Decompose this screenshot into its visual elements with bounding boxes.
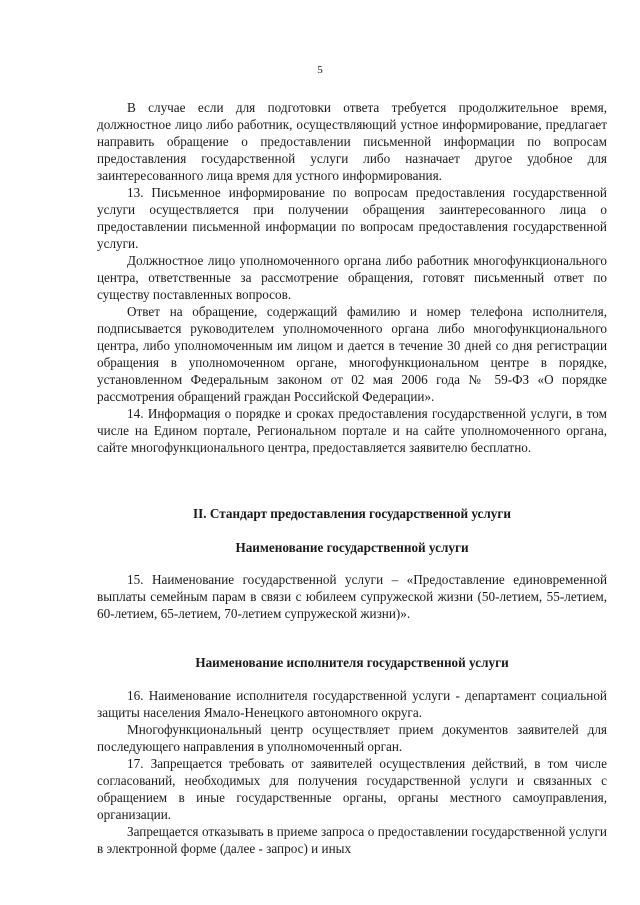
paragraph-16: 16. Наименование исполнителя государственной услуги - департамент социальной защиты населения Ямало-Ненецкого автономного округа. xyxy=(97,688,607,720)
executor-section xyxy=(97,687,607,857)
paragraph-refusal-prohibition: Запрещается отказывать в приеме запроса о предоставлении государственной услуги в электронной форме (далее - запрос) и иных xyxy=(97,824,607,856)
paragraph-15: 15. Наименование государственной услуги – «Предоставление единовременной выплаты семейным парам в связи с юбилеем супружеской жизни (50-летием, 55-летием, 60-летием, 65-летием, 70-летием супружеской жизни)». xyxy=(97,572,607,621)
paragraph-17: 17. Запрещается требовать от заявителей осуществления действий, в том числе согласований, необходимых для получения государственной услуги и связанных с обращением в иные государственные органы, органы местного самоуправления, организации. xyxy=(97,756,607,822)
page-number: 5 xyxy=(317,64,323,76)
subheading-service-name: Наименование государственной услуги xyxy=(235,540,469,555)
paragraph-13: 13. Письменное информирование по вопросам предоставления государственной услуги осуществляется при получении обращения заинтересованного лица о предоставлении письменной информации по вопросам предоставления государственной услуги. xyxy=(97,185,607,251)
paragraph-mfc-acceptance: Многофункциональный центр осуществляет прием документов заявителей для последующего направления в уполномоченный орган. xyxy=(97,722,607,754)
paragraph-response-signature: Ответ на обращение, содержащий фамилию и номер телефона исполнителя, подписывается руководителем уполномоченного органа либо многофункционального центра, либо уполномоченным им лицом и дается в течение 30 дней со дня регистрации обращения в уполномоченном органе, многофункциональном центре в порядке, установленном Федеральным законом от 02 мая 2006 года № 59-ФЗ «О порядке рассмотрения обращений граждан Российской Федерации». xyxy=(97,304,607,404)
paragraph-official-response: Должностное лицо уполномоченного органа либо работник многофункционального центра, ответственные за рассмотрение обращения, готовят письменный ответ по существу поставленных вопросов. xyxy=(97,253,607,302)
service-name-section xyxy=(97,571,607,622)
paragraph-oral-info-extension: В случае если для подготовки ответа требуется продолжительное время, должностное лицо либо работник, осуществляющий устное информирование, предлагает направить обращение о предоставлении письменной информации по вопросам предоставления государственной услуги либо назначает другое удобное для заинтересованного лица время для устного информирования. xyxy=(97,100,607,183)
section-heading: II. Стандарт предоставления государственной услуги xyxy=(193,506,511,521)
subheading-service-executor: Наименование исполнителя государственной услуги xyxy=(195,655,509,670)
paragraph-14: 14. Информация о порядке и сроках предоставления государственной услуги, в том числе на Едином портале, Региональном портале и на сайте уполномоченного органа, сайте многофункционального центра, предоставляется заявителю бесплатно. xyxy=(97,406,607,455)
informing-paragraphs xyxy=(97,99,607,456)
